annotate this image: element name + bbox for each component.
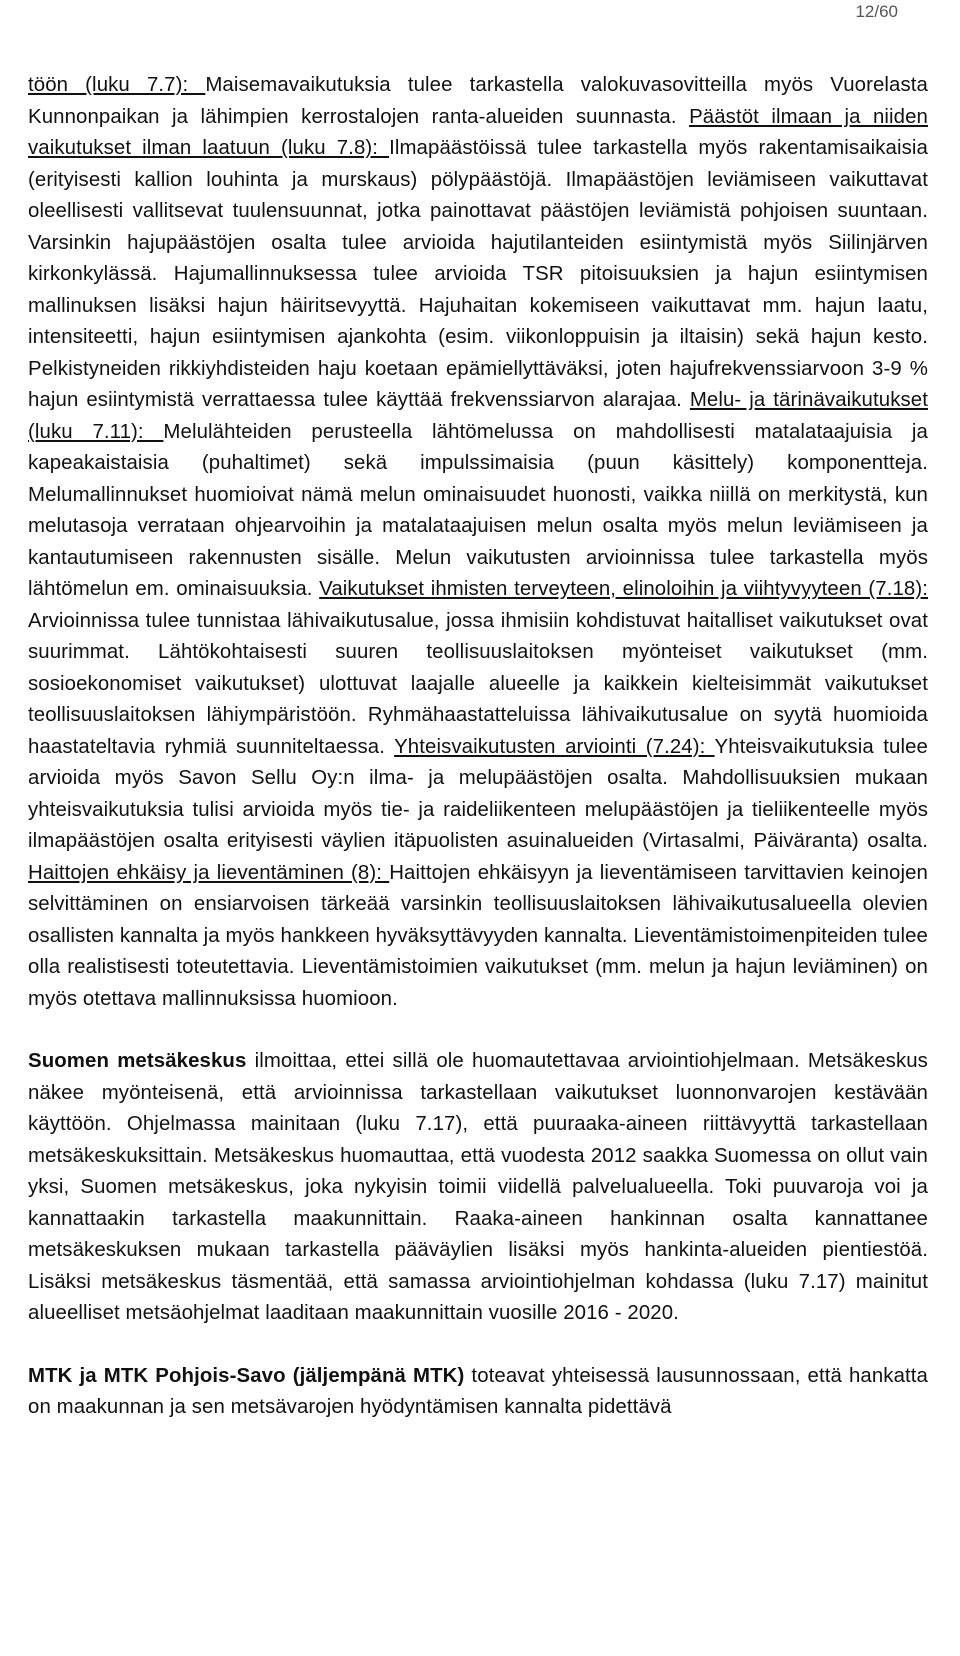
- section-heading-air-emissions: Päästöt ilmaan ja niiden vaikutukset ilman laatuun (luku 7.8):: [28, 105, 928, 159]
- text-mitigation: Haittojen ehkäisyyn ja lieventämiseen tarvittavien keinojen selvittäminen on ensiarvoisen tärkeää varsinkin teollisuuslaitoksen lähivaikutusalueella olevien osallisten kannalta ja myös hankkeen hyväksyttävyyden kannalta. Lieventämistoimenpiteiden tulee olla realistisesti toteutettavia. Lieventämistoimien vaikutukset (mm. melun ja hajun leviäminen) on myös otettava mallinnuksissa huomioon.: [28, 861, 928, 1010]
- document-body: [28, 70, 928, 1424]
- text-mtk: toteavat yhteisessä lausunnossaan, että hankatta on maakunnan ja sen metsävarojen hyödyntämisen kannalta pidettävä: [28, 1364, 928, 1418]
- section-heading-landscape: töön (luku 7.7):: [28, 74, 206, 96]
- text-cumulative: Yhteisvaikutuksia tulee arvioida myös Savon Sellu Oy:n ilma- ja melupäästöjen osalta. Mahdollisuuksien mukaan yhteisvaikutuksia tulisi arvioida myös tie- ja raideliikenteen melupäästöjen ja tieliikenteelle myös ilmapäästöjen osalta erityisesti väylien itäpuolisten asuinalueiden (Virtasalmi, Päiväranta) osalta.: [28, 735, 928, 852]
- org-name-forest-centre: Suomen metsäkeskus: [28, 1050, 247, 1072]
- section-heading-cumulative: Yhteisvaikutusten arviointi (7.24):: [394, 735, 715, 758]
- org-name-mtk: MTK ja MTK Pohjois-Savo (jäljempänä MTK): [28, 1364, 465, 1387]
- paragraph-mtk: [28, 1361, 928, 1424]
- section-heading-health: Vaikutukset ihmisten terveyteen, elinoloihin ja viihtyvyyteen (7.18):: [319, 578, 928, 600]
- paragraph-assessment-comments: [28, 70, 928, 1015]
- section-heading-noise: Melu- ja tärinävaikutukset (luku 7.11):: [28, 389, 929, 443]
- paragraph-forest-centre: [28, 1046, 928, 1330]
- text-forest-centre: ilmoittaa, ettei sillä ole huomautettavaa arviointiohjelmaan. Metsäkeskus näkee myönteisenä, että arvioinnissa tarkastellaan vaikutukset luonnonvarojen kestävään käyttöön. Ohjelmassa mainitaan (luku 7.17), että puuraaka-aineen riittävyyttä tarkastellaan metsäkeskuksittain. Metsäkeskus huomauttaa, että vuodesta 2012 saakka Suomessa on ollut vain yksi, Suomen metsäkeskus, joka nykyisin toimii viidellä palvelualueella. Toki puuvaroja voi ja kannattaakin tarkastella maakunnittain. Raaka-aineen hankinnan osalta kannattanee metsäkeskuksen mukaan tarkastella pääväylien lisäksi myös hankinta-alueiden pientiestöä. Lisäksi metsäkeskus täsmentää, että samassa arviointiohjelman kohdassa (luku 7.17) mainitut alueelliset metsäohjelmat laaditaan maakunnittain vuosille 2016 - 2020.: [28, 1050, 928, 1324]
- section-heading-mitigation: Haittojen ehkäisy ja lieventäminen (8):: [28, 861, 390, 884]
- text-air-emissions: Ilmapäästöissä tulee tarkastella myös rakentamisaikaisia (erityisesti kallion louhinta ja murskaus) pölypäästöjä. Ilmapäästöjen leviämiseen vaikuttavat oleellisesti vallitsevat tuulensuunnat, jotka painottavat päästöjen leviämistä pohjoisen suuntaan. Varsinkin hajupäästöjen osalta tulee arvioida hajutilanteiden esiintymistä myös Siilinjärven kirkonkylässä. Hajumallinnuksessa tulee arvioida TSR pitoisuuksien ja hajun esiintymisen mallinuksen lisäksi hajun häiritsevyyttä. Hajuhaitan kokemiseen vaikuttavat mm. hajun laatu, intensiteetti, hajun esiintymisen ajankohta (esim. viikonloppuisin ja iltaisin) sekä hajun kesto. Pelkistyneiden rikkiyhdisteiden haju koetaan epämiellyttäväksi, joten hajufrekvenssiarvoon 3-9 % hajun esiintymistä verrattaessa tulee käyttää frekvenssiarvon alarajaa.: [28, 137, 928, 411]
- text-health: Arvioinnissa tulee tunnistaa lähivaikutusalue, jossa ihmisiin kohdistuvat haitalliset vaikutukset ovat suurimmat. Lähtökohtaisesti suuren teollisuuslaitoksen myönteiset vaikutukset (mm. sosioekonomiset vaikutukset) ulottuvat laajalle alueelle ja kaikkein kielteisimmät vaikutukset teollisuuslaitoksen lähiympäristöön. Ryhmähaastatteluissa lähivaikutusalue on syytä huomioida haastateltavia ryhmiä suunniteltaessa.: [28, 609, 928, 758]
- text-landscape: Maisemavaikutuksia tulee tarkastella valokuvasovitteilla myös Vuorelasta Kunnonpaikan ja lähimpien kerrostalojen ranta-alueiden suunnasta.: [28, 74, 928, 128]
- page-number: 12/60: [855, 2, 898, 21]
- text-noise: Melulähteiden perusteella lähtömelussa on mahdollisesti matalataajuisia ja kapeakaistaisia (puhaltimet) sekä impulssimaisia (puun käsittely) komponentteja. Melumallinnukset huomioivat nämä melun ominaisuudet huonosti, vaikka niillä on merkitystä, kun melutasoja verrataan ohjearvoihin ja matalataajuisen melun osalta myös melun leviämiseen ja kantautumiseen rakennusten sisälle. Melun vaikutusten arvioinnissa tulee tarkastella myös lähtömelun em. ominaisuuksia.: [28, 420, 928, 600]
